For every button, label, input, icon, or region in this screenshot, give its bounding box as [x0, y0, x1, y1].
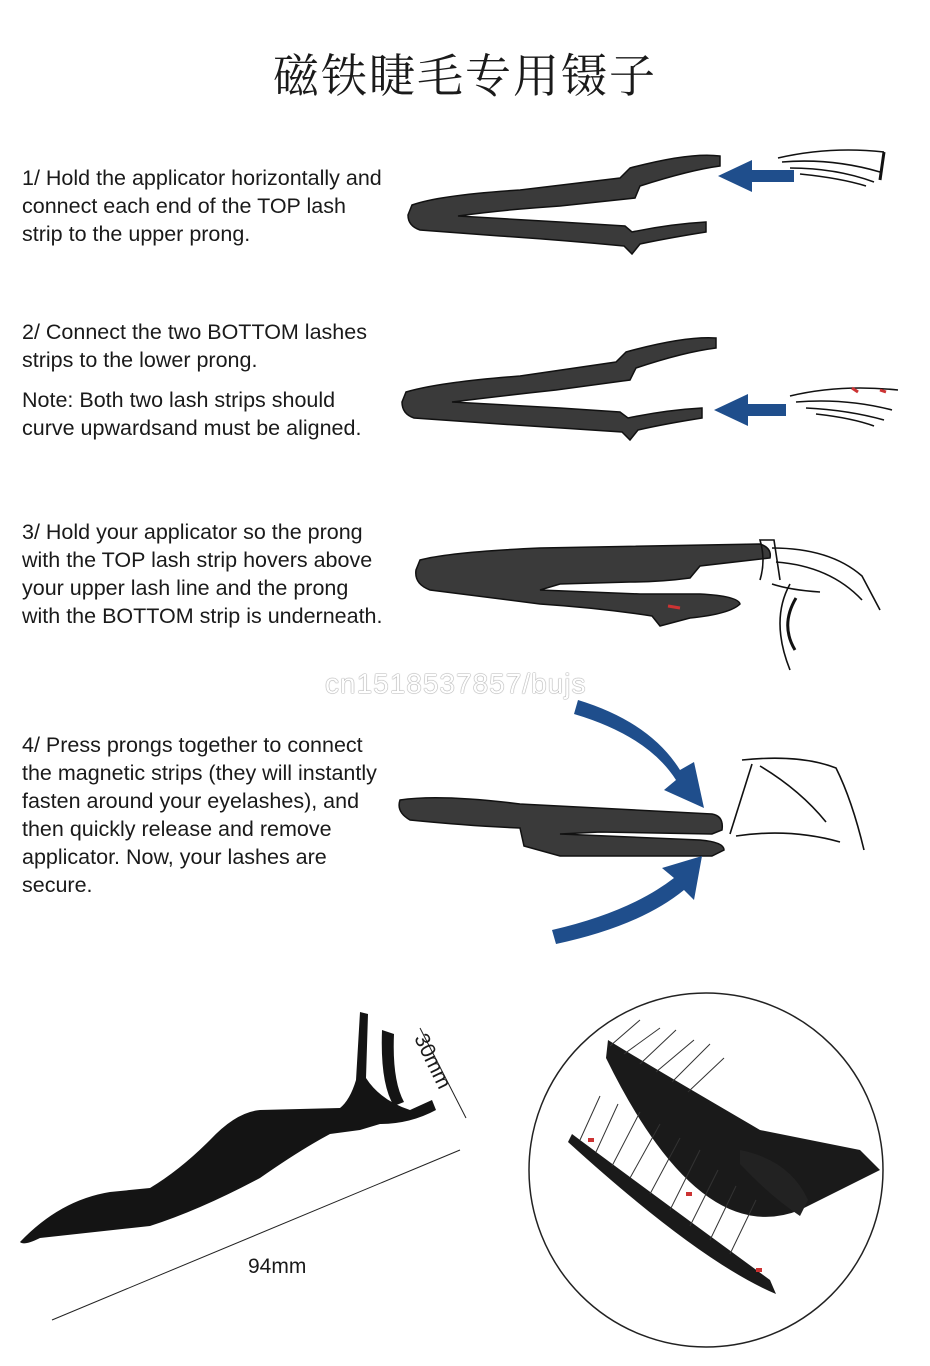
step-4-text: 4/ Press prongs together to connect the magnetic strips (they will instantly fasten around your eyelashes), and then quickly release and remove applicator. Now, your lashes are secure. — [22, 733, 377, 897]
step-1-text: 1/ Hold the applicator horizontally and connect each end of the TOP lash strip to the upper prong. — [22, 166, 382, 246]
eye-illustration — [730, 758, 864, 850]
arrow-left-icon — [718, 160, 794, 192]
closeup-circle — [529, 993, 883, 1347]
eye-illustration — [760, 540, 880, 670]
dimension-height-label: 30mm — [409, 1030, 456, 1093]
step-3-text: 3/ Hold your applicator so the prong with the TOP lash strip hovers above your upper lash line and the prong with the BOTTOM strip is underneath. — [22, 520, 383, 628]
arrow-up-right-icon — [552, 856, 702, 944]
dimension-length-label: 94mm — [248, 1255, 307, 1278]
arrow-down-right-icon — [574, 700, 704, 808]
step-2-text: 2/ Connect the two BOTTOM lashes strips to the lower prong. — [22, 320, 367, 372]
watermark: cn1518537857/bujs — [325, 668, 587, 699]
tweezer-product-photo — [20, 1012, 436, 1243]
step-1-tweezer-illustration — [408, 155, 720, 254]
step-2-tweezer-illustration — [402, 338, 716, 440]
page-title: 磁铁睫毛专用镊子 — [273, 49, 657, 103]
step-4-tweezer-illustration — [399, 798, 724, 856]
step-3-tweezer-illustration — [416, 544, 771, 626]
lash-strip-icon — [790, 388, 898, 426]
arrow-left-icon — [714, 394, 786, 426]
step-2-note: Note: Both two lash strips should curve upwardsand must be aligned. — [22, 388, 362, 440]
